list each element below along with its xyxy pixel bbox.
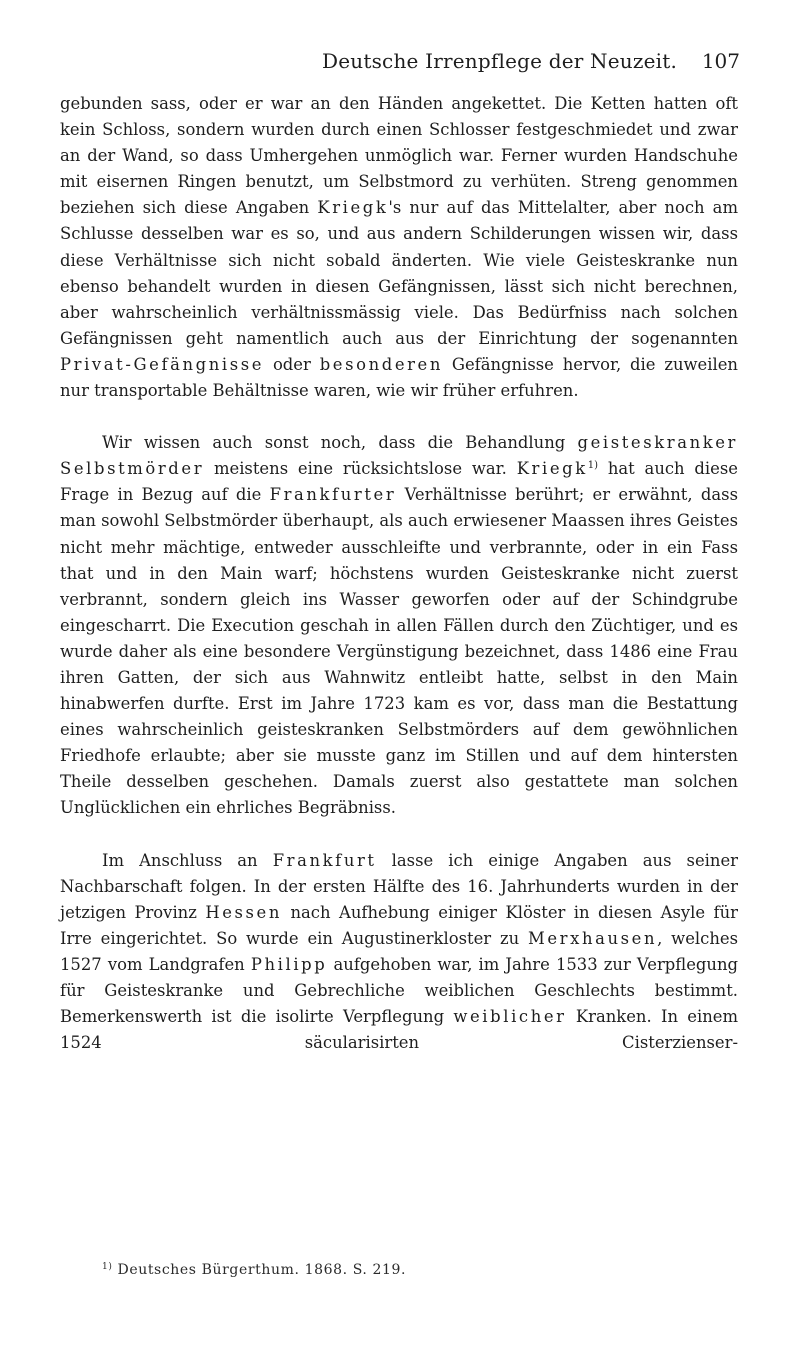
- paragraph-1-text-a: gebunden sass, oder er war an den Händen angekettet. Die Ketten hatten oft kein Schloss, sondern wurden durch einen Schlosser festgeschmiedet und zwar an der Wand, so dass Umhergehen unmöglich war. Ferner wurden Handschuhe mit eisernen Ringen benutzt, um Selbstmord zu verhüten. Streng genommen beziehen sich diese Angaben: [60, 94, 738, 218]
- paragraph-1-text-b: 's nur auf das Mittelalter, aber noch am Schlusse desselben war es so, und aus andern Schilderungen wissen wir, dass diese Verhältnisse sich nicht sobald änderten. Wie viele Geisteskranke nun ebenso behandelt wurden in diesen Gefängnissen, lässt sich nicht berechnen, aber wahrscheinlich verhältnissmässig viele. Das Bedürfniss nach solchen Gefängnissen geht namentlich auch aus der Einrichtung der sogenannten: [60, 198, 738, 348]
- paragraph-1-text-c: oder: [272, 354, 311, 374]
- term-weiblicher: weiblicher: [453, 1007, 567, 1027]
- footnote-text: Deutsches Bürgerthum. 1868. S. 219.: [117, 1262, 407, 1278]
- paragraph-3-text-d: , welches 1527 vom Landgrafen: [60, 928, 738, 974]
- term-besonderen: besonderen: [319, 354, 444, 374]
- paragraph-3-text-f: Kranken. In einem 1524 säcularisirten Cisterzienser-: [60, 1007, 739, 1053]
- term-privat-gefaengnisse: Privat-Gefängnisse: [60, 354, 265, 374]
- author-name-kriegk: Kriegk: [516, 459, 588, 479]
- footnote-reference: 1): [587, 460, 599, 472]
- paragraph-3-text-c: nach Aufhebung einiger Klöster in diesen Asyle für Irre eingerichtet. So wurde ein Augustinerkloster zu: [60, 902, 738, 948]
- footnote-mark: 1): [102, 1262, 113, 1272]
- term-frankfurter: Frankfurter: [269, 485, 397, 505]
- place-hessen: Hessen: [205, 902, 283, 922]
- paragraph-2-text-a: Wir wissen auch sonst noch, dass die Behandlung: [102, 433, 566, 453]
- paragraph-2-text-b: meistens eine rücksichtslose war.: [213, 459, 507, 479]
- place-merxhausen: Merxhausen: [528, 928, 658, 948]
- paragraph-3-text-a: Im Anschluss an: [102, 850, 258, 870]
- term-geisteskranker-selbstmoerder: geisteskranker Selbstmörder: [60, 433, 738, 479]
- paragraph-1: [60, 91, 738, 404]
- body-text: [60, 91, 738, 1056]
- paragraph-2-text-d: Verhältnisse berührt; er erwähnt, dass man sowohl Selbstmörder überhaupt, als auch erwiesener Maassen ihres Geistes nicht mehr mächtige, entweder ausschleifte und verbrannte, oder in ein Fass that und in den Main warf; höchstens wurden Geisteskranke nicht zuerst verbrannt, sondern gleich ins Wasser geworfen oder auf der Schindgrube eingescharrt. Die Execution geschah in allen Fällen durch den Züchtiger, und es wurde daher als eine besondere Vergünstigung bezeichnet, dass 1486 eine Frau ihren Gatten, der sich aus Wahnwitz entleibt hatte, selbst in den Main hinabwerfen durfte. Erst im Jahre 1723 kam es vor, dass man die Bestattung eines wahrscheinlich geisteskranken Selbstmörders auf dem gewöhnlichen Friedhofe erlaubte; aber sie musste ganz im Stillen und auf dem hintersten Theile desselben geschehen. Damals zuerst also gestattete man solchen Unglücklichen ein ehrliches Begräbniss.: [60, 485, 738, 818]
- author-name-kriegk: Kriegk: [317, 198, 389, 218]
- paragraph-3: [60, 848, 738, 1057]
- paragraph-2: [60, 430, 738, 821]
- footnote: [102, 1259, 406, 1281]
- paragraph-3-text-b: lasse ich einige Angaben aus seiner Nachbarschaft folgen. In der ersten Hälfte des 16. Jahrhunderts wurden in der jetzigen Provinz: [60, 850, 738, 922]
- page-header: [60, 46, 740, 76]
- paragraph-3-text-e: aufgehoben war, im Jahre 1533 zur Verpflegung für Geisteskranke und Gebrechliche weiblichen Geschlechts bestimmt. Bemerkenswerth ist die isolirte Verpflegung: [60, 954, 738, 1027]
- paragraph-1-text-d: Gefängnisse hervor, die zuweilen nur transportable Behältnisse waren, wie wir früher erfuhren.: [60, 354, 738, 401]
- place-frankfurt: Frankfurt: [272, 850, 377, 870]
- person-philipp: Philipp: [250, 954, 328, 974]
- page-number: 107: [701, 49, 740, 73]
- paragraph-2-text-c: hat auch diese Frage in Bezug auf die: [60, 459, 738, 505]
- running-head: Deutsche Irrenpflege der Neuzeit.: [322, 49, 678, 73]
